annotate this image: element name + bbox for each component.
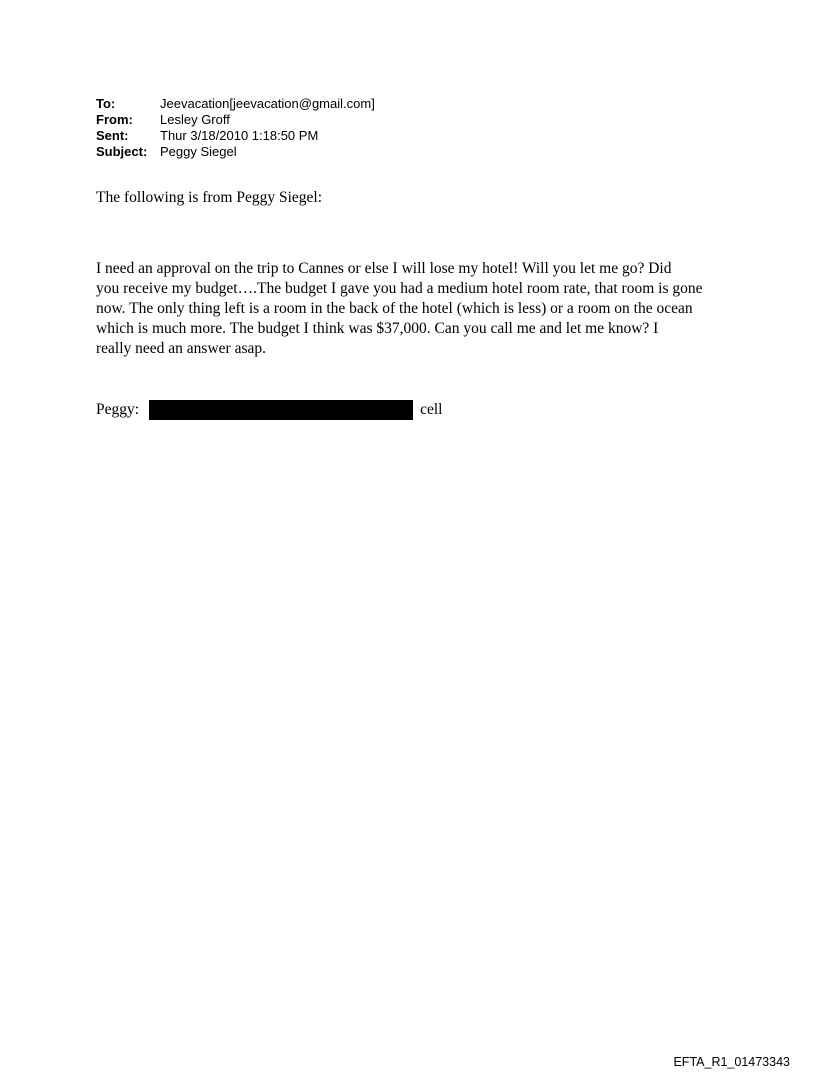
to-row	[96, 96, 375, 112]
email-header	[96, 96, 375, 160]
message-line: which is much more. The budget I think was $37,000. Can you call me and let me know? I	[96, 320, 659, 337]
sent-row	[96, 128, 375, 144]
document-id: EFTA_R1_01473343	[673, 1055, 790, 1069]
sent-label: Sent:	[96, 128, 129, 143]
signature-name: Peggy:	[96, 401, 140, 418]
signature-line	[96, 400, 442, 420]
from-value: Lesley Groff	[160, 112, 230, 127]
message-line: now. The only thing left is a room in the back of the hotel (which is less) or a room on the ocean	[96, 300, 693, 317]
from-label: From:	[96, 112, 133, 127]
to-value: Jeevacation[jeevacation@gmail.com]	[160, 96, 375, 111]
from-row	[96, 112, 375, 128]
sent-value: Thur 3/18/2010 1:18:50 PM	[160, 128, 319, 143]
signature-suffix: cell	[420, 401, 443, 418]
subject-value: Peggy Siegel	[160, 144, 237, 159]
message-line: really need an answer asap.	[96, 340, 266, 357]
message-body	[96, 259, 736, 359]
to-label: To:	[96, 96, 116, 111]
intro-line: The following is from Peggy Siegel:	[96, 189, 323, 206]
subject-row	[96, 144, 375, 160]
subject-label: Subject:	[96, 144, 148, 159]
message-line: I need an approval on the trip to Cannes or else I will lose my hotel! Will you let me go? Did	[96, 260, 672, 277]
redaction-box	[149, 400, 413, 420]
message-line: you receive my budget….The budget I gave you had a medium hotel room rate, that room is gone	[96, 280, 703, 297]
